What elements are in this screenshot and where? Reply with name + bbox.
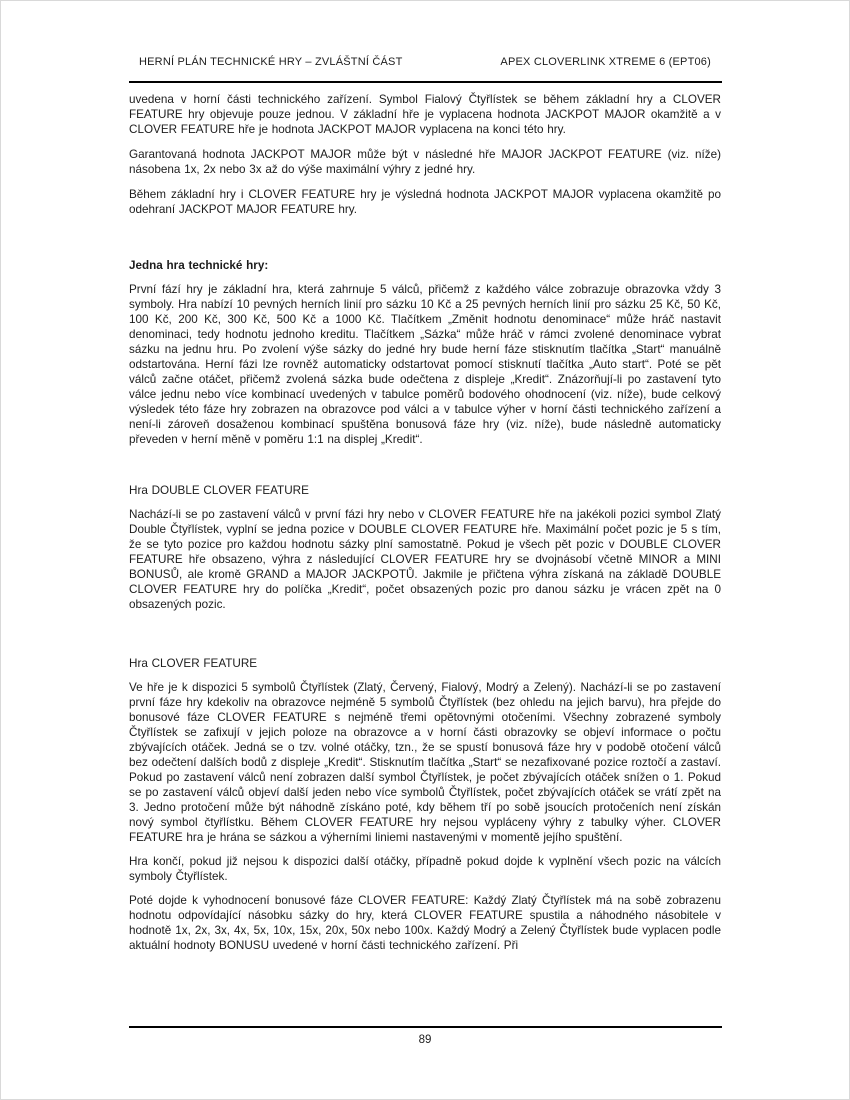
paragraph: uvedena v horní části technického zařízení. Symbol Fialový Čtyřlístek se během základní hry a CLOVER FEATURE hry objevuje pouze jednou. V základní hře je vyplacena hodnota JACKPOT MAJOR okamžitě a v CLOVER FEATURE hře je hodnota JACKPOT MAJOR vyplacena na konci této hry. (129, 93, 721, 136)
paragraph: Ve hře je k dispozici 5 symbolů Čtyřlístek (Zlatý, Červený, Fialový, Modrý a Zelený). Nachází-li se po zastavení první fáze hry kdekoliv na obrazovce nejméně 5 symbolů Čtyřlístek (bez ohledu na jejich barvu), hra přejde do bonusové fáze CLOVER FEATURE s nejméně třemi opětovnými otočeními. Všechny zobrazené symboly Čtyřlístek se zafixují v jejich poloze na obrazovce a v horní části obrazovky se objeví informace o počtu zbývajících otáček. Jedná se o tzv. volné otáčky, tzn., že se spustí bonusová fáze hry v podobě otočení válců bez odečtení dalších bodů z displeje „Kredit“. Stisknutím tlačítka „Start“ se nezafixované pozice roztočí a zastaví. Pokud po zastavení válců není zobrazen další symbol Čtyřlístek, je počet zbývajících otáček snížen o 1. Pokud se po zastavení válců objeví další jeden nebo více symbolů Čtyřlístek, počet zbývajících otáček se vrátí zpět na 3. Jedno protočení může být náhodně získáno poté, kdy během tří po sobě jsoucích protočeních není získán nový symbol čtyřlístku. Během CLOVER FEATURE hry nejsou vypláceny výhry z tabulky výher. CLOVER FEATURE hra je hrána se sázkou a výherními liniemi nastavenými v momentě jejího spuštění. (129, 681, 721, 844)
paragraph: Poté dojde k vyhodnocení bonusové fáze CLOVER FEATURE: Každý Zlatý Čtyřlístek má na sobě zobrazenu hodnotu odpovídající násobku sázky do hry, která CLOVER FEATURE spustila a náhodného násobitele v hodnotě 1x, 2x, 3x, 4x, 5x, 10x, 15x, 20x, 50x nebo 100x. Každý Modrý a Zelený Čtyřlístek bude vyplacen podle aktuální hodnoty BONUSU uvedené v horní části technického zařízení. Při (129, 894, 721, 952)
section-heading: Hra DOUBLE CLOVER FEATURE (129, 484, 309, 497)
section-heading: Hra CLOVER FEATURE (129, 657, 258, 670)
paragraph: Garantovaná hodnota JACKPOT MAJOR může být v následné hře MAJOR JACKPOT FEATURE (viz. níže) násobena 1x, 2x nebo 3x až do výše maximální výhry z jedné hry. (129, 148, 721, 176)
paragraph: Během základní hry i CLOVER FEATURE hry je výsledná hodnota JACKPOT MAJOR vyplacena okamžitě po odehraní JACKPOT MAJOR FEATURE hry. (129, 188, 721, 216)
footer-divider (129, 1026, 722, 1028)
header-divider (129, 81, 722, 83)
page-number: 89 (418, 1034, 432, 1046)
paragraph: První fází hry je základní hra, která zahrnuje 5 válců, přičemž z každého válce zobrazuje obrazovka vždy 3 symboly. Hra nabízí 10 pevných herních linií pro sázku 10 Kč a 25 pevných herních linií pro sázku 25 Kč, 50 Kč, 100 Kč, 200 Kč, 300 Kč, 500 Kč a 1000 Kč. Tlačítkem „Změnit hodnotu denominace“ může hráč nastavit denominaci, tedy hodnotu jednoho kreditu. Tlačítkem „Sázka“ může hráč v rámci zvolené denominace vybrat sázku na jednu hru. Po zvolení výše sázky do jedné hry bude herní fáze stisknutím tlačítka „Start“ manuálně odstartována. Herní fázi lze rovněž automaticky odstartovat pomocí stisknutí tlačítka „Auto start“. Poté se pět válců začne otáčet, přičemž zvolená sázka bude odečtena z displeje „Kredit“. Znázorňují-li po zastavení tyto válce jednu nebo více kombinací uvedených v tabulce poměrů bodového ohodnocení (viz. níže), bude celkový výsledek této fáze hry zobrazen na obrazovce pod válci a v tabulce výher v horní části technického zařízení a není-li zároveň dosaženou kombinací spuštěna bonusová fáze hry (viz. níže), bude následně automaticky převeden v herní měně v poměru 1:1 na displej „Kredit“. (129, 283, 721, 446)
header-document-title: HERNÍ PLÁN TECHNICKÉ HRY – ZVLÁŠTNÍ ČÁST (139, 56, 403, 68)
paragraph: Hra končí, pokud již nejsou k dispozici další otáčky, případně pokud dojde k vyplnění všech pozic na válcích symboly Čtyřlístek. (129, 855, 721, 883)
document-body (129, 92, 721, 953)
paragraph: Nachází-li se po zastavení válců v první fázi hry nebo v CLOVER FEATURE hře na jakékoli pozici symbol Zlatý Double Čtyřlístek, vyplní se jedna pozice v DOUBLE CLOVER FEATURE hře. Maximální počet pozic je 5 s tím, že se tyto pozice pro každou hodnotu sázky plní samostatně. Pokud je všech pět pozic v DOUBLE CLOVER FEATURE hře obsazeno, výhra z následující CLOVER FEATURE hry se dvojnásobí včetně MINOR a MINI BONUSŮ, ale kromě GRAND a MAJOR JACKPOTŮ. Jakmile je přičtena výhra získaná na základě DOUBLE CLOVER FEATURE hry do políčka „Kredit“, počet obsazených pozic pro danou sázku je vrácen zpět na 0 obsazených pozic. (129, 508, 721, 611)
section-heading: Jedna hra technické hry: (129, 259, 269, 272)
header-game-title: APEX CLOVERLINK XTREME 6 (EPT06) (500, 56, 711, 68)
